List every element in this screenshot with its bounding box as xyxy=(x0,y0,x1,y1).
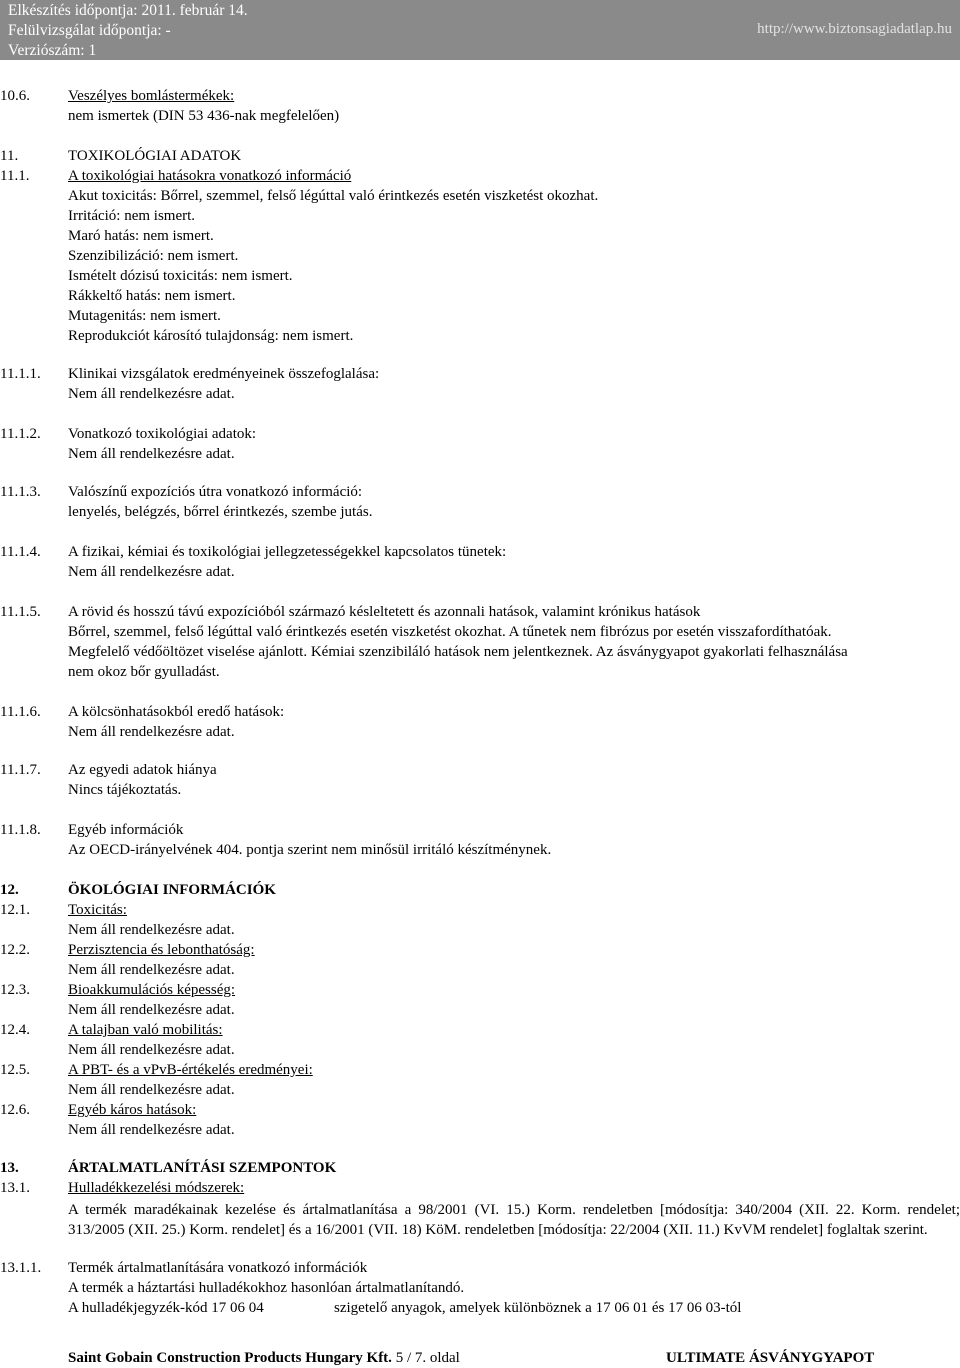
body-text-line: Irritáció: nem ismert. xyxy=(68,208,196,224)
body-text-line: nem okoz bőr gyulladást. xyxy=(68,664,220,680)
section-heading: A kölcsönhatásokból eredő hatások: xyxy=(68,704,285,720)
body-text-line: Nem áll rendelkezésre adat. xyxy=(68,1082,235,1098)
product-name: ULTIMATE ÁSVÁNYGYAPOT xyxy=(666,1350,875,1366)
section-number: 10.6. xyxy=(0,88,30,104)
body-text-line: Nem áll rendelkezésre adat. xyxy=(68,446,235,462)
section-heading: A talajban való mobilitás: xyxy=(68,1022,223,1038)
section-heading: Valószínű expozíciós útra vonatkozó információ: xyxy=(68,484,363,500)
section-number: 12.4. xyxy=(0,1022,30,1038)
section-number: 11.1.3. xyxy=(0,484,41,500)
section-number: 11.1.7. xyxy=(0,762,41,778)
section-number: 11.1.8. xyxy=(0,822,41,838)
section-heading: Vonatkozó toxikológiai adatok: xyxy=(68,426,257,442)
section-heading: Egyéb káros hatások: xyxy=(68,1102,197,1118)
body-text-line: Ismételt dózisú toxicitás: nem ismert. xyxy=(68,268,293,284)
section-heading: ÖKOLÓGIAI INFORMÁCIÓK xyxy=(68,882,276,898)
section-number: 13.1.1. xyxy=(0,1260,42,1276)
body-text-line: Megfelelő védőöltözet viselése ajánlott. Kémiai szenzibiláló hatások nem jelentkeznek. Az ásványgyapot gyakorlati felhasználása xyxy=(68,644,848,660)
body-text-line: Nem áll rendelkezésre adat. xyxy=(68,1122,235,1138)
section-heading: Egyéb információk xyxy=(68,822,184,838)
section-number: 13.1. xyxy=(0,1180,30,1196)
document-header xyxy=(0,0,960,60)
website-url[interactable]: http://www.biztonsagiadatlap.hu xyxy=(757,21,952,37)
section-number: 11.1.4. xyxy=(0,544,41,560)
section-heading: TOXIKOLÓGIAI ADATOK xyxy=(68,148,242,164)
body-text-line: Nem áll rendelkezésre adat. xyxy=(68,724,235,740)
creation-date: Elkészítés időpontja: 2011. február 14. xyxy=(8,2,248,19)
body-text-line: Reprodukciót károsító tulajdonság: nem ismert. xyxy=(68,328,354,344)
section-heading: Toxicitás: xyxy=(68,902,127,918)
body-text-line: Rákkeltő hatás: nem ismert. xyxy=(68,288,236,304)
revision-date: Felülvizsgálat időpontja: - xyxy=(8,22,171,39)
body-text-line: Nem áll rendelkezésre adat. xyxy=(68,962,235,978)
section-heading: Az egyedi adatok hiánya xyxy=(68,762,217,778)
body-text-line: Az OECD-irányelvének 404. pontja szerint nem minősül irritáló készítménynek. xyxy=(68,842,552,858)
section-number: 13. xyxy=(0,1160,19,1176)
section-number: 12. xyxy=(0,882,19,898)
body-text-line: nem ismertek (DIN 53 436-nak megfelelően) xyxy=(68,108,340,124)
section-heading: A PBT- és a vPvB-értékelés eredményei: xyxy=(68,1062,313,1078)
section-heading: A toxikológiai hatásokra vonatkozó információ xyxy=(68,168,352,184)
section-number: 11.1.1. xyxy=(0,366,41,382)
body-text-line: lenyelés, belégzés, bőrrel érintkezés, szembe jutás. xyxy=(68,504,373,520)
section-heading: Hulladékkezelési módszerek: xyxy=(68,1180,245,1196)
body-text-line: Nem áll rendelkezésre adat. xyxy=(68,1042,235,1058)
section-number: 12.2. xyxy=(0,942,30,958)
section-number: 12.1. xyxy=(0,902,30,918)
section-number: 12.6. xyxy=(0,1102,30,1118)
section-number: 11.1.6. xyxy=(0,704,41,720)
body-text-line: Akut toxicitás: Bőrrel, szemmel, felső légúttal való érintkezés esetén viszketést okozhat. xyxy=(68,188,599,204)
section-number: 12.5. xyxy=(0,1062,30,1078)
section-heading: Veszélyes bomlástermékek: xyxy=(68,88,235,104)
body-text-line: Szenzibilizáció: nem ismert. xyxy=(68,248,239,264)
section-heading: Termék ártalmatlanítására vonatkozó információk xyxy=(68,1260,368,1276)
body-text-line: Nem áll rendelkezésre adat. xyxy=(68,922,235,938)
body-text-line: A termék a háztartási hulladékokhoz hasonlóan ártalmatlanítandó. xyxy=(68,1280,465,1296)
company-name: Saint Gobain Construction Products Hungary Kft. xyxy=(68,1350,392,1366)
body-text-line: A hulladékjegyzék-kód 17 06 04 xyxy=(68,1300,264,1316)
section-heading: ÁRTALMATLANÍTÁSI SZEMPONTOK xyxy=(68,1160,337,1176)
body-text-line: szigetelő anyagok, amelyek különböznek a 17 06 01 és 17 06 03-tól xyxy=(334,1300,742,1316)
section-heading: A rövid és hosszú távú expozícióból származó késleltetett és azonnali hatások, valamint krónikus hatások xyxy=(68,604,701,620)
section-number: 11.1.2. xyxy=(0,426,41,442)
document-footer xyxy=(68,1350,875,1367)
section-number: 12.3. xyxy=(0,982,30,998)
section-number: 11. xyxy=(0,148,19,164)
version-number: Verziószám: 1 xyxy=(8,42,97,59)
body-text-line: Maró hatás: nem ismert. xyxy=(68,228,214,244)
section-number: 11.1. xyxy=(0,168,30,184)
section-heading: Klinikai vizsgálatok eredményeinek összefoglalása: xyxy=(68,366,380,382)
body-text-line: Mutagenitás: nem ismert. xyxy=(68,308,221,324)
waste-regulation-paragraph: A termék maradékainak kezelése és ártalmatlanítása a 98/2001 (VI. 15.) Korm. rendeletben [módosítja: 340/2004 (XII. 22. Korm. rendelet; 313/2005 (XII. 25.) Korm. rendelet] és a 16/2001 (VII. 18) KöM. rendeletben [módosítja: 22/2004 (XII. 11.) KvVM rendelet] foglaltak szerint. xyxy=(68,1202,960,1238)
body-text-line: Nincs tájékoztatás. xyxy=(68,782,182,798)
body-text-line: Nem áll rendelkezésre adat. xyxy=(68,1002,235,1018)
page-number: 5 / 7. oldal xyxy=(395,1350,460,1366)
section-heading: A fizikai, kémiai és toxikológiai jellegzetességekkel kapcsolatos tünetek: xyxy=(68,544,507,560)
section-heading: Bioakkumulációs képesség: xyxy=(68,982,236,998)
section-number: 11.1.5. xyxy=(0,604,41,620)
section-heading: Perzisztencia és lebonthatóság: xyxy=(68,942,255,958)
body-text-line: Nem áll rendelkezésre adat. xyxy=(68,386,235,402)
body-text-line: Nem áll rendelkezésre adat. xyxy=(68,564,235,580)
body-text-line: Bőrrel, szemmel, felső légúttal való érintkezés esetén viszketést okozhat. A tűnetek nem fibrózus por esetén visszafordíthatóak. xyxy=(68,624,832,640)
